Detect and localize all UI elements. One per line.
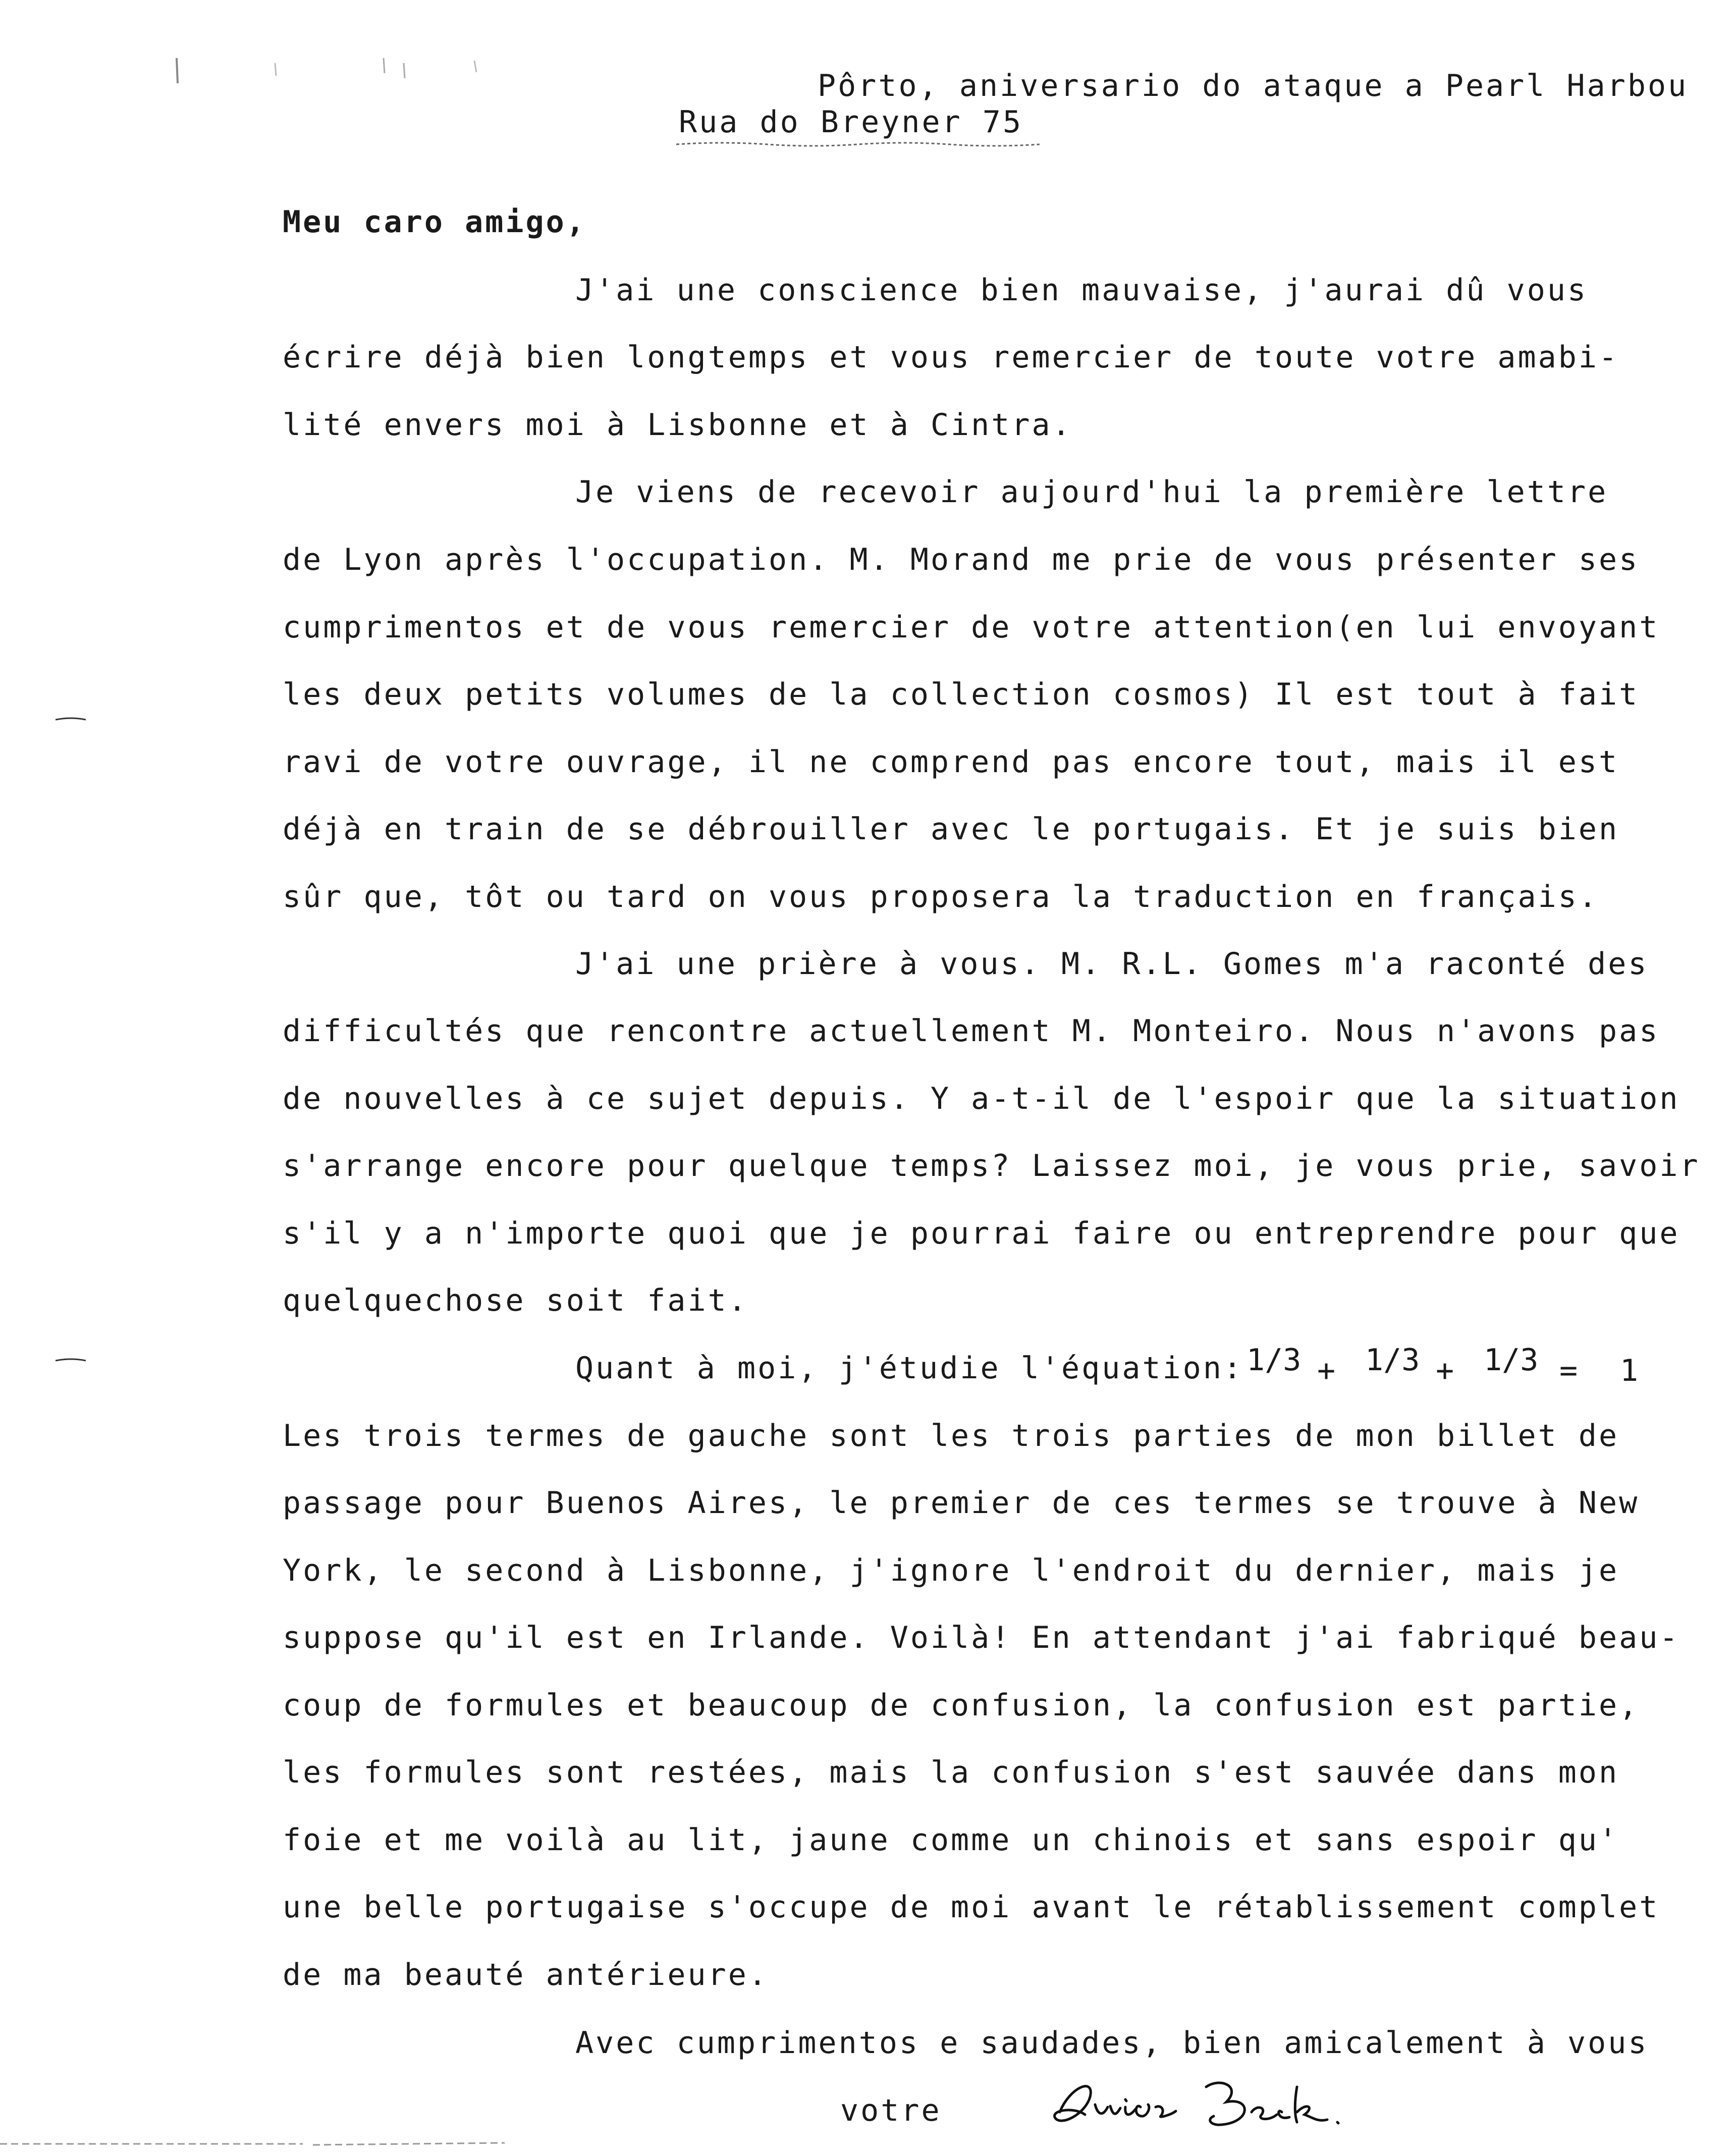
- letter-line: passage pour Buenos Aires, le premier de ces termes se trouve à New: [283, 1485, 1640, 1521]
- letter-line: foie et me voilà au lit, jaune comme un chinois et sans espoir qu': [283, 1822, 1619, 1858]
- paper-specks: [167, 48, 550, 98]
- letter-line: s'il y a n'importe quoi que je pourrai faire ou entreprendre pour que: [283, 1216, 1680, 1251]
- header-address: Rua do Breyner 75: [679, 104, 1023, 140]
- margin-mark: [56, 1358, 86, 1363]
- letter-line: les deux petits volumes de la collection cosmos) Il est tout à fait: [283, 677, 1640, 712]
- letter-line: Les trois termes de gauche sont les trois parties de mon billet de: [283, 1418, 1619, 1453]
- bottom-edge-line: [0, 2139, 1736, 2149]
- salutation: Meu caro amigo,: [283, 204, 586, 240]
- letter-line: J'ai une conscience bien mauvaise, j'aurai dû vous: [575, 273, 1588, 308]
- margin-mark: [56, 717, 86, 722]
- letter-line: Je viens de recevoir aujourd'hui la première lettre: [575, 474, 1608, 510]
- letter-line: de Lyon après l'occupation. M. Morand me prie de vous présenter ses: [283, 542, 1640, 577]
- letter-line: de nouvelles à ce sujet depuis. Y a-t-il de l'espoir que la situation: [283, 1081, 1680, 1116]
- letter-line: cumprimentos et de vous remercier de votre attention(en lui envoyant: [283, 610, 1660, 645]
- letter-line: quelquechose soit fait.: [283, 1283, 748, 1318]
- letter-line: sûr que, tôt ou tard on vous proposera la traduction en français.: [283, 879, 1599, 914]
- letter-line: difficultés que rencontre actuellement M. Monteiro. Nous n'avons pas: [283, 1013, 1660, 1049]
- letter-line: lité envers moi à Lisbonne et à Cintra.: [283, 407, 1072, 443]
- address-underline: [676, 140, 1040, 147]
- letter-line: suppose qu'il est en Irlande. Voilà! En attendant j'ai fabriqué beau-: [283, 1620, 1680, 1655]
- letter-line: s'arrange encore pour quelque temps? Laissez moi, je vous prie, savoir: [283, 1148, 1700, 1183]
- letter-line: écrire déjà bien longtemps et vous remercier de toute votre amabi-: [283, 340, 1619, 375]
- letter-line: Quant à moi, j'étudie l'équation:: [575, 1351, 1244, 1386]
- equation-term-2: 1/3: [1365, 1342, 1420, 1378]
- letter-line: coup de formules et beaucoup de confusion, la confusion est partie,: [283, 1688, 1640, 1723]
- letter-line: déjà en train de se débrouiller avec le portugais. Et je suis bien: [283, 812, 1619, 847]
- equation-plus: +: [1436, 1353, 1454, 1388]
- letter-line: une belle portugaise s'occupe de moi avant le rétablissement complet: [283, 1890, 1660, 1925]
- equation-term-1: 1/3: [1246, 1342, 1301, 1378]
- header-place-date: Pôrto, aniversario do ataque a Pearl Harbou: [818, 68, 1689, 103]
- letter-line: York, le second à Lisbonne, j'ignore l'endroit du dernier, mais je: [283, 1553, 1619, 1588]
- letter-line: ravi de votre ouvrage, il ne comprend pas encore tout, mais il est: [283, 744, 1619, 780]
- letter-line: J'ai une prière à vous. M. R.L. Gomes m'a raconté des: [575, 946, 1649, 982]
- equation-term-3: 1/3: [1484, 1342, 1539, 1378]
- closing-line: Avec cumprimentos e saudades, bien amicalement à vous: [575, 2025, 1649, 2061]
- letter-line: de ma beauté antérieure.: [283, 1957, 769, 1992]
- equation-equals: =: [1559, 1353, 1578, 1388]
- signature: [1040, 2067, 1363, 2142]
- equation-result: 1: [1620, 1353, 1639, 1388]
- letter-line: les formules sont restées, mais la confusion s'est sauvée dans mon: [283, 1755, 1619, 1790]
- equation-plus: +: [1317, 1353, 1336, 1388]
- closing-votre: votre: [840, 2093, 942, 2128]
